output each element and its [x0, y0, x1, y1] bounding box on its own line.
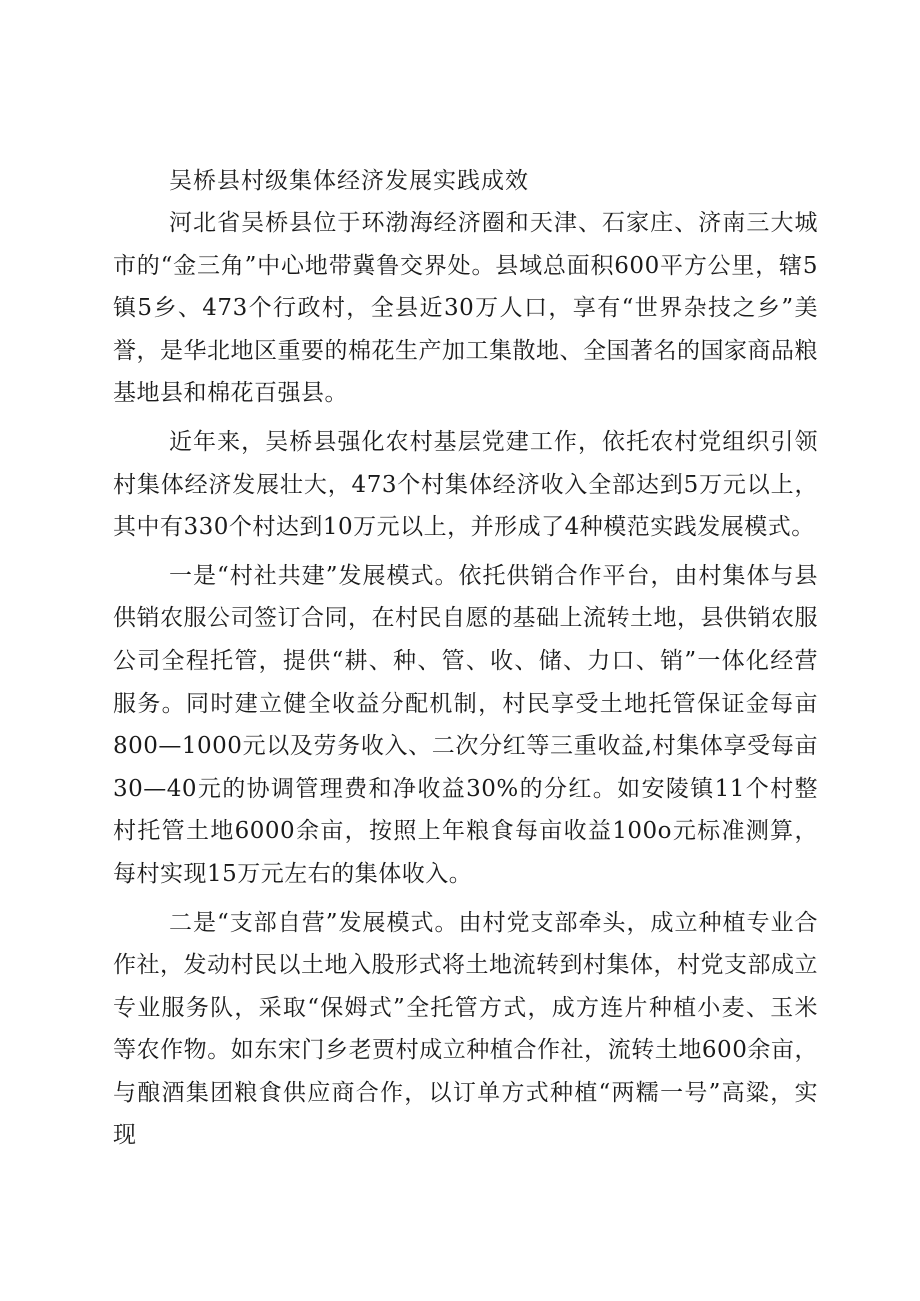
paragraph-achievements: 近年来，吴桥县强化农村基层党建工作，依托农村党组织引领村集体经济发展壮大，473个村集体经济收入全部达到5万元以上，其中有330个村达到10万元以上，并形成了4种模范实践发展模式。: [113, 428, 818, 541]
document-title: 吴桥县村级集体经济发展实践成效: [169, 168, 529, 194]
paragraph-model-one: 一是“村社共建”发展模式。依托供销合作平台，由村集体与县供销农服公司签订合同，在村民自愿的基础上流转土地，县供销农服公司全程托管，提供“耕、种、管、收、储、力口、销”一体化经营服务。同时建立健全收益分配机制，村民享受土地托管保证金每亩800—1000元以及劳务收入、二次分红等三重收益,村集体享受每亩30—40元的协调管理费和净收益30%的分红。如安陵镇11个村整村托管土地6000余亩，按照上年粮食每亩收益100o元标准测算，每村实现15万元左右的集体收入。: [113, 562, 818, 887]
paragraph-model-two: 二是“支部自营”发展模式。由村党支部牵头，成立种植专业合作社，发动村民以土地入股形式将土地流转到村集体，村党支部成立专业服务队，采取“保姆式”全托管方式，成方连片种植小麦、玉米等农作物。如东宋门乡老贾村成立种植合作社，流转土地600余亩，与酿酒集团粮食供应商合作，以订单方式种植“两糯一号”高粱，实现: [113, 909, 818, 1149]
paragraph-overview: 河北省吴桥县位于环渤海经济圈和天津、石家庄、济南三大城市的“金三角”中心地带冀鲁交界处。县域总面积600平方公里，辖5镇5乡、473个行政村，全县近30万人口，享有“世界杂技之乡”美誉，是华北地区重要的棉花生产加工集散地、全国著名的国家商品粮基地县和棉花百强县。: [113, 210, 818, 407]
document-page: [113, 160, 818, 1163]
